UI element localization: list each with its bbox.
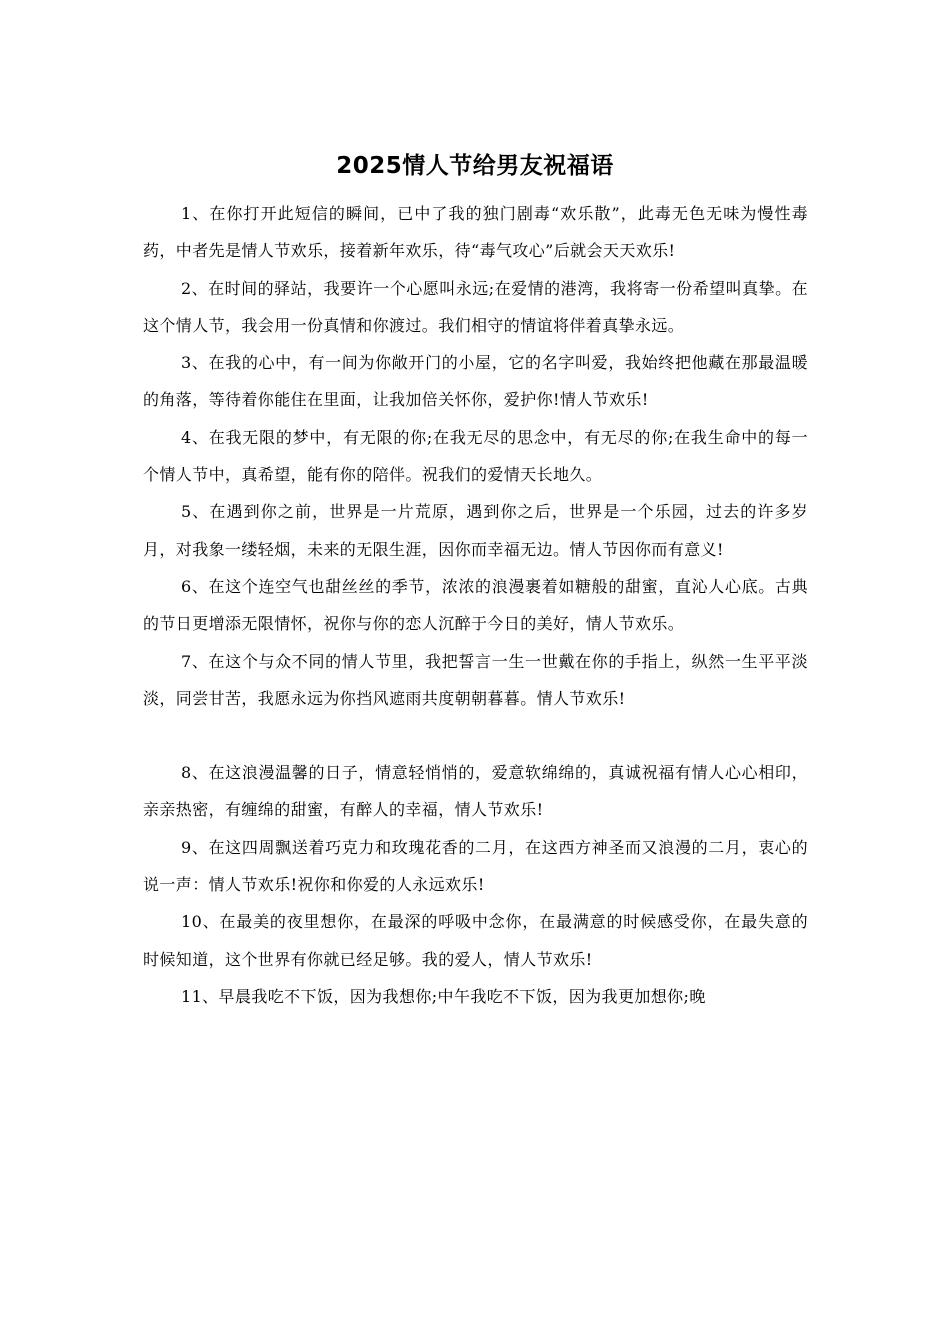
paragraph-8: 8、在这浪漫温馨的日子，情意轻悄悄的，爱意软绵绵的，真诚祝福有情人心心相印，亲亲热密，有缠绵的甜蜜，有醉人的幸福，情人节欢乐!	[143, 763, 808, 820]
paragraph-2: 2、在时间的驿站，我要许一个心愿叫永远;在爱情的港湾，我将寄一份希望叫真挚。在这个情人节，我会用一份真情和你渡过。我们相守的情谊将伴着真挚永远。	[143, 278, 808, 335]
paragraph-1: 1、在你打开此短信的瞬间，已中了我的独门剧毒“欢乐散”，此毒无色无味为慢性毒药，中者先是情人节欢乐，接着新年欢乐，待“毒气攻心”后就会天天欢乐!	[143, 204, 808, 261]
paragraph-9: 9、在这四周飘送着巧克力和玫瑰花香的二月，在这西方神圣而又浪漫的二月，衷心的说一声：情人节欢乐!祝你和你爱的人永远欢乐!	[143, 837, 808, 895]
document-title: 2025情人节给男友祝福语	[336, 153, 614, 179]
paragraph-4: 4、在我无限的梦中，有无限的你;在我无尽的思念中，有无尽的你;在我生命中的每一个情人节中，真希望，能有你的陪伴。祝我们的爱情天长地久。	[143, 427, 808, 485]
paragraph-3: 3、在我的心中，有一间为你敞开门的小屋，它的名字叫爱，我始终把他藏在那最温暖的角落，等待着你能住在里面，让我加倍关怀你，爱护你!情人节欢乐!	[143, 353, 808, 410]
paragraph-11: 11、早晨我吃不下饭，因为我想你;中午我吃不下饭，因为我更加想你;晚	[181, 986, 706, 1006]
paragraph-5: 5、在遇到你之前，世界是一片荒原，遇到你之后，世界是一个乐园，过去的许多岁月，对我象一缕轻烟，未来的无限生涯，因你而幸福无边。情人节因你而有意义!	[143, 502, 808, 559]
document-body	[143, 195, 808, 1015]
paragraph-6: 6、在这个连空气也甜丝丝的季节，浓浓的浪漫裹着如糖般的甜蜜，直沁人心底。古典的节日更增添无限情怀，祝你与你的恋人沉醉于今日的美好，情人节欢乐。	[143, 576, 808, 634]
paragraph-7: 7、在这个与众不同的情人节里，我把誓言一生一世戴在你的手指上，纵然一生平平淡淡，同尝甘苦，我愿永远为你挡风遮雨共度朝朝暮暮。情人节欢乐!	[143, 651, 808, 708]
paragraph-10: 10、在最美的夜里想你，在最深的呼吸中念你，在最满意的时候感受你，在最失意的时候知道，这个世界有你就已经足够。我的爱人，情人节欢乐!	[143, 912, 808, 969]
